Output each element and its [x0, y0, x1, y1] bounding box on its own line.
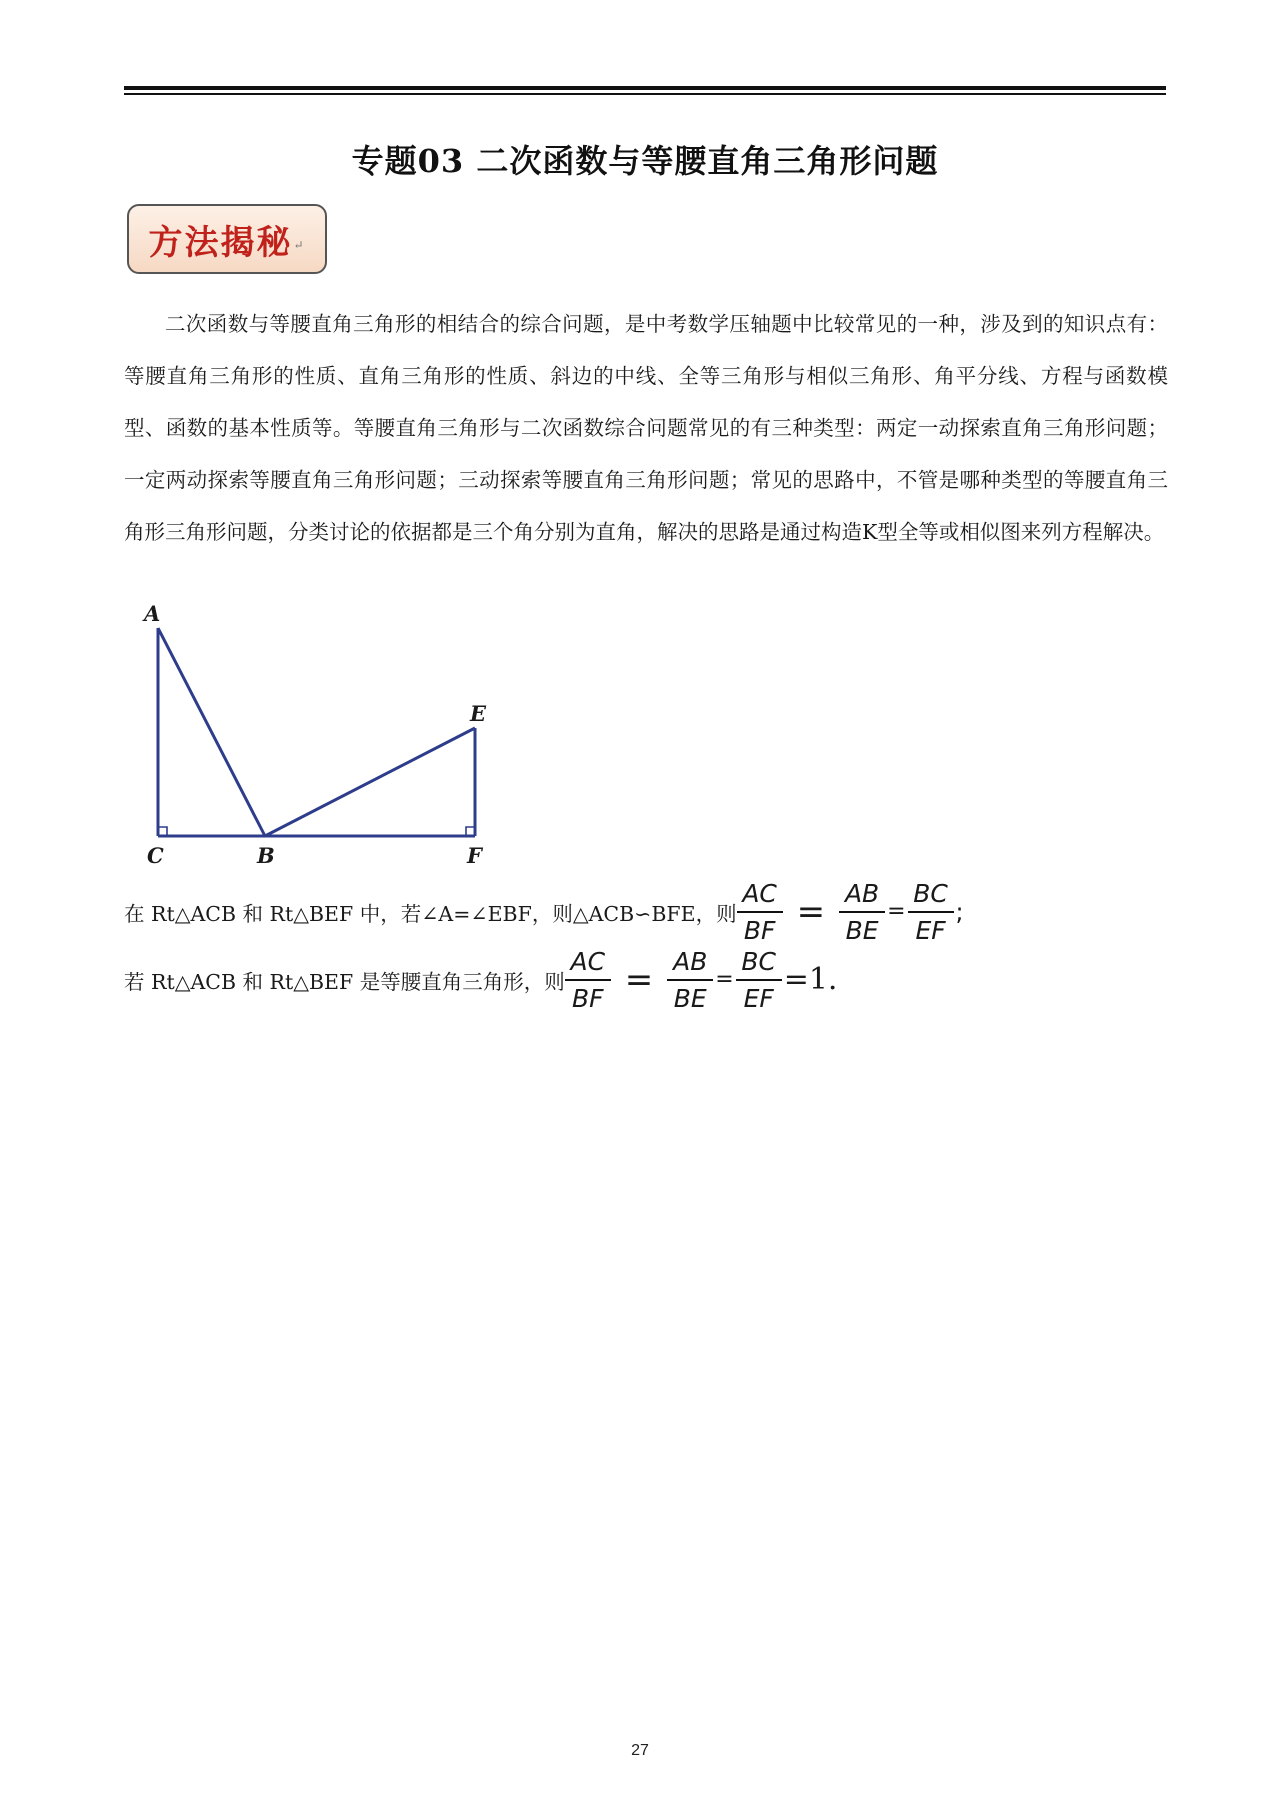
fraction-bar	[736, 979, 782, 981]
page-title: 专题03 二次函数与等腰直角三角形问题	[351, 142, 939, 180]
numerator: AC	[570, 947, 606, 976]
similarity-statement	[124, 878, 964, 946]
fraction-bc-ef	[736, 946, 782, 1014]
fraction-ac-bf	[737, 878, 783, 946]
label-c: C	[147, 843, 164, 868]
equals-sign-small: =	[715, 967, 734, 993]
label-a: A	[144, 601, 161, 626]
numerator: BC	[741, 947, 776, 976]
fraction-ac-bf	[565, 946, 611, 1014]
fraction-ab-be	[667, 946, 713, 1014]
label-f: F	[467, 843, 482, 868]
fraction-bar	[737, 911, 783, 913]
statement-end: ;	[955, 897, 964, 926]
header-rule-thick	[124, 86, 1166, 90]
label-b: B	[257, 843, 275, 868]
page-number: 27	[631, 1742, 649, 1759]
fraction-bar	[839, 911, 885, 913]
denominator: BF	[571, 983, 604, 1013]
fraction-bar	[908, 911, 954, 913]
equals-sign-small: =	[887, 899, 906, 925]
denominator: BF	[743, 915, 776, 945]
fraction-bc-ef	[908, 878, 954, 946]
segment-be	[265, 728, 475, 836]
numerator: BC	[913, 879, 948, 908]
equals-sign: =	[796, 891, 826, 932]
section-badge-label: 方法揭秘	[148, 222, 293, 263]
triangle-figure	[124, 598, 504, 874]
equals-sign: =	[624, 959, 654, 1000]
denominator: EF	[743, 983, 774, 1013]
fraction-ab-be	[839, 878, 885, 946]
isosceles-statement	[124, 946, 837, 1014]
denominator: BE	[845, 915, 879, 945]
denominator: BE	[673, 983, 707, 1013]
section-badge	[127, 204, 327, 274]
isosceles-text: 若 Rt△ACB 和 Rt△BEF 是等腰直角三角形，则	[124, 969, 565, 994]
intro-paragraph: 二次函数与等腰直角三角形的相结合的综合问题，是中考数学压轴题中比较常见的一种，涉及到的知识点有：等腰直角三角形的性质、直角三角形的性质、斜边的中线、全等三角形与相似三角形、角平分线、方程与函数模型、函数的基本性质等。等腰直角三角形与二次函数综合问题常见的有三种类型：两定一动探索直角三角形问题；一定两动探索等腰直角三角形问题；三动探索等腰直角三角形问题；常见的思路中，不管是哪种类型的等腰直角三角形三角形问题，分类讨论的依据都是三个角分别为直角，解决的思路是通过构造K型全等或相似图来列方程解决。	[124, 312, 1168, 544]
fraction-bar	[667, 979, 713, 981]
numerator: AB	[844, 879, 880, 908]
fraction-bar	[565, 979, 611, 981]
header-rule-thin	[124, 93, 1166, 95]
segment-ab	[158, 628, 265, 836]
paragraph-mark-icon: ↵	[293, 238, 306, 252]
numerator: AC	[742, 879, 777, 908]
label-e: E	[470, 701, 487, 726]
statement-end: =1.	[783, 962, 838, 998]
similarity-text: 在 Rt△ACB 和 Rt△BEF 中，若∠A=∠EBF，则△ACB∽BFE，则	[124, 901, 737, 926]
denominator: EF	[915, 915, 946, 945]
numerator: AB	[673, 947, 708, 976]
